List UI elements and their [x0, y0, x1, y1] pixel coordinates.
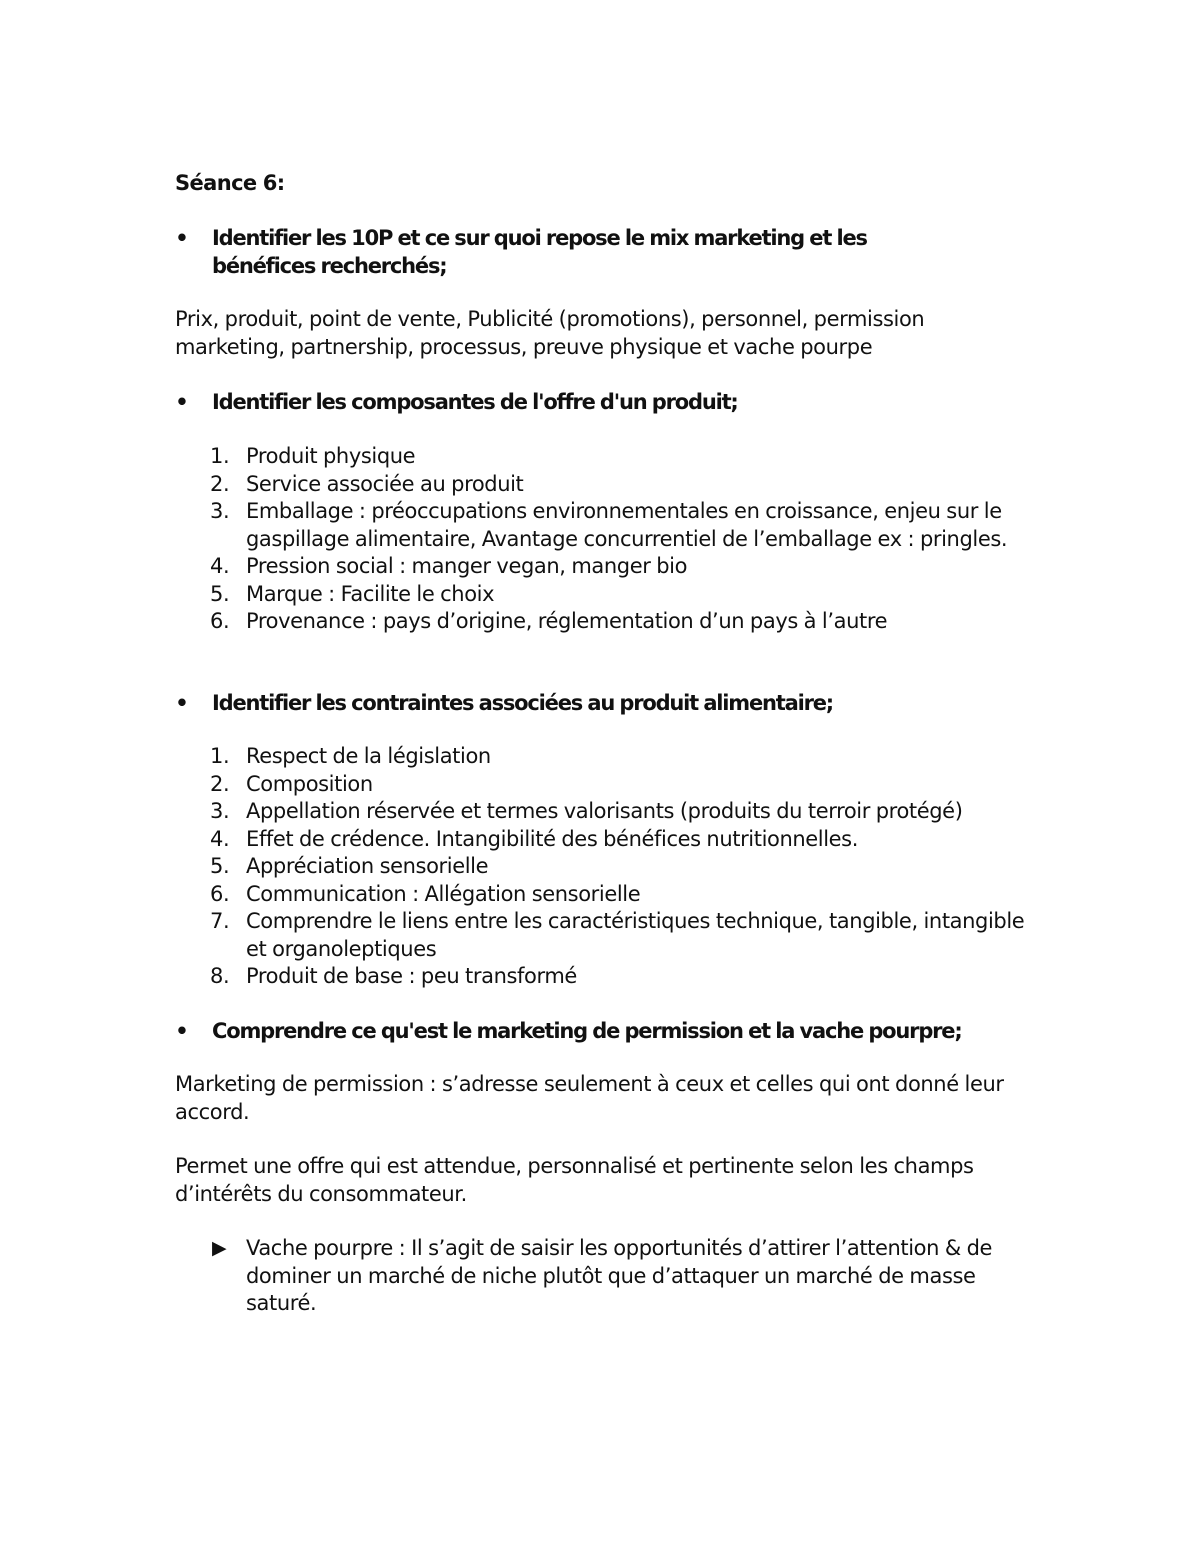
list-item-text: Provenance : pays d’origine, réglementation d’un pays à l’autre	[246, 609, 888, 633]
bullet-icon: •	[175, 1019, 189, 1043]
page-title: Séance 6:	[175, 171, 285, 195]
list-item	[210, 608, 1030, 636]
offre-components-list	[210, 443, 1030, 636]
list-item	[210, 853, 1030, 881]
contraintes-list	[210, 743, 1030, 991]
paragraph-marketing-permission: Marketing de permission : s’adresse seulement à ceux et celles qui ont donné leur accord.	[175, 1072, 1004, 1124]
list-item	[210, 443, 1030, 471]
bullet-icon: •	[175, 226, 189, 250]
list-item	[210, 963, 1030, 991]
bullet-icon: •	[175, 390, 189, 414]
list-item-text: Comprendre le liens entre les caractéristiques technique, tangible, intangible et organoleptiques	[246, 909, 1025, 961]
heading-text: Identifier les composantes de l'offre d'un produit;	[212, 390, 738, 414]
list-item-text: Appréciation sensorielle	[246, 854, 489, 878]
list-number: 6.	[210, 881, 230, 906]
list-item	[210, 826, 1030, 854]
list-item	[210, 771, 1030, 799]
arrow-list-item	[212, 1235, 1012, 1318]
arrow-right-icon: ▶	[212, 1237, 227, 1259]
list-number: 2.	[210, 771, 230, 796]
list-item-text: Emballage : préoccupations environnementales en croissance, enjeu sur le gaspillage alimentaire, Avantage concurrentiel de l’emballage ex : pringles.	[246, 499, 1008, 551]
list-item-text: Service associée au produit	[246, 471, 524, 496]
list-item-text: Effet de crédence. Intangibilité des bénéfices nutritionnelles.	[246, 826, 859, 851]
list-item	[210, 471, 1030, 499]
list-item-text: Composition	[246, 771, 373, 796]
arrow-item-text: Vache pourpre : Il s’agit de saisir les opportunités d’attirer l’attention & de dominer un marché de niche plutôt que d’attaquer un marché de masse saturé.	[246, 1236, 993, 1315]
section-heading-offre	[175, 389, 1025, 417]
paragraph-10p-list: Prix, produit, point de vente, Publicité (promotions), personnel, permission marketing, partnership, processus, preuve physique et vache pourpe	[175, 307, 925, 359]
list-item	[210, 881, 1030, 909]
list-item-text: Respect de la législation	[246, 744, 491, 768]
list-item-text: Appellation réservée et termes valorisants (produits du terroir protégé)	[246, 799, 963, 823]
list-item-text: Communication : Allégation sensorielle	[246, 881, 641, 906]
list-number: 3.	[210, 499, 230, 523]
list-item-text: Produit physique	[246, 444, 416, 468]
bullet-icon: •	[175, 691, 189, 715]
list-item	[210, 908, 1030, 963]
heading-text: Identifier les 10P et ce sur quoi repose le mix marketing et les bénéfices recherchés;	[212, 226, 867, 278]
heading-text: Comprendre ce qu'est le marketing de permission et la vache pourpre;	[212, 1019, 962, 1043]
paragraph-offre-attendue: Permet une offre qui est attendue, personnalisé et pertinente selon les champs d’intérêts du consommateur.	[175, 1154, 974, 1206]
list-item-text: Produit de base : peu transformé	[246, 964, 577, 988]
list-number: 1.	[210, 444, 230, 468]
list-number: 1.	[210, 744, 230, 768]
list-number: 4.	[210, 554, 230, 578]
list-number: 6.	[210, 609, 230, 633]
list-number: 4.	[210, 826, 230, 851]
list-number: 7.	[210, 909, 230, 933]
list-item-text: Pression social : manger vegan, manger bio	[246, 554, 688, 578]
heading-text: Identifier les contraintes associées au produit alimentaire;	[212, 691, 833, 715]
list-item	[210, 743, 1030, 771]
list-item	[210, 581, 1030, 609]
list-number: 2.	[210, 471, 230, 496]
section-heading-permission	[175, 1018, 1025, 1046]
list-item	[210, 553, 1030, 581]
list-number: 5.	[210, 854, 230, 878]
list-item	[210, 798, 1030, 826]
list-number: 5.	[210, 581, 230, 606]
section-heading-10p	[175, 225, 1025, 280]
list-item-text: Marque : Facilite le choix	[246, 581, 495, 606]
section-heading-contraintes	[175, 690, 1025, 718]
list-number: 8.	[210, 964, 230, 988]
list-number: 3.	[210, 799, 230, 823]
list-item	[210, 498, 1030, 553]
